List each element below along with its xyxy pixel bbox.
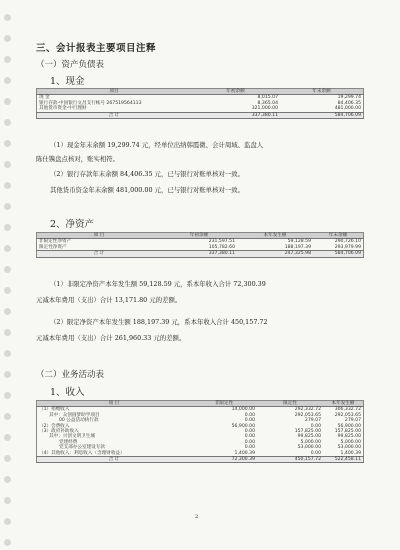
cell-item: 限定性净资产: [39, 244, 67, 250]
cell-total: 1,400.39: [340, 450, 361, 456]
cell-begin: 337,380.11: [191, 112, 280, 118]
cash-note-2: （2）银行存款年末余额 84,406.35 元，已与银行对账单核对一致。: [50, 170, 245, 178]
binding-hole: [4, 287, 11, 294]
binding-hole: [4, 98, 11, 105]
cash-note-1-cont: 陈仕镌盘点核对，账实相符。: [36, 155, 120, 163]
section-heading: 三、会计报表主要项目注释: [36, 43, 157, 54]
cell-unrestricted: 56,900.00: [231, 423, 255, 429]
cell-end: 19,299.74: [337, 95, 361, 101]
cash-table: [36, 88, 364, 119]
cell-unrestricted: 0.00: [244, 439, 255, 445]
cell-item: 党支部办公室建设专款: [59, 445, 105, 451]
binding-hole: [4, 224, 11, 231]
cell-end: 481,000.00: [334, 106, 361, 112]
income-title: 1、收入: [50, 387, 85, 398]
cell-restricted: 0.00: [310, 450, 321, 456]
net-assets-note-1: （1）非限定净资产本年发生额 59,128.59 元，系本年收入合计 72,300.39: [50, 280, 266, 288]
cell-unrestricted: 14,000.00: [231, 407, 255, 413]
cell-item: 00 公益活动执行款: [59, 418, 99, 424]
net-assets-title: 2、净资产: [50, 219, 95, 230]
cell-restricted: 0.00: [310, 423, 321, 429]
binding-hole: [4, 266, 11, 273]
binding-hole: [4, 119, 11, 126]
total-row: [37, 457, 364, 463]
cell-end: 584,706.09: [313, 251, 364, 257]
cell-unrestricted: 1,400.39: [234, 450, 255, 456]
cell-end: 290,726.10: [334, 239, 361, 245]
cell-item: 合 计: [37, 457, 192, 463]
cell-restricted: 53,000.00: [297, 445, 321, 451]
binding-hole: [4, 56, 11, 63]
cell-item: （3）政府补助收入: [39, 429, 79, 435]
net-assets-note-2-cont: 元减本年费用（支出）合计 261,960.33 元的差额。: [36, 334, 186, 342]
binding-hole: [4, 392, 11, 399]
cell-change: 59,128.59: [287, 239, 311, 245]
binding-hole: [4, 140, 11, 147]
cell-change: 188,197.39: [284, 244, 311, 250]
cell-begin: 337,380.11: [161, 251, 237, 257]
cell-restricted: 5,000.00: [300, 439, 321, 445]
binding-holes: [4, 0, 12, 550]
binding-hole: [4, 350, 11, 357]
cell-item: 其中：兴创文明卫生城: [49, 434, 95, 440]
cell-unrestricted: 0.00: [244, 412, 255, 418]
binding-hole: [4, 539, 11, 546]
cell-end: 293,979.99: [334, 244, 361, 250]
column-header: 本年发生额: [237, 233, 313, 239]
cell-item: （2）会费收入: [39, 423, 70, 429]
total-row: [37, 251, 364, 257]
income-table-body: [37, 407, 364, 457]
cell-item: 银行存款-中国银行文昌支行帐号 267519564113: [39, 100, 142, 106]
cell-unrestricted: 0.00: [244, 434, 255, 440]
cell-item: （1）捐赠收入: [39, 407, 70, 413]
cell-restricted: 450,157.72: [257, 457, 323, 463]
column-header: 本年发生额: [323, 401, 364, 407]
cell-begin: 231,597.51: [208, 239, 235, 245]
cell-item: 现 金: [39, 95, 50, 101]
cell-total: 292,053.65: [334, 412, 361, 418]
cell-restricted: 99,825.00: [297, 434, 321, 440]
column-header: 项目: [37, 89, 192, 95]
cell-total: 157,825.00: [334, 429, 361, 435]
cell-item: 党建经费: [59, 439, 78, 445]
net-assets-note-1-cont: 元减本年费用（支出）合计 13,171.80 元的差额。: [36, 296, 182, 304]
column-header: 项 目: [37, 233, 162, 239]
cell-item: 合 计: [37, 112, 192, 118]
binding-hole: [4, 161, 11, 168]
cell-begin: 321,000.00: [251, 106, 278, 112]
cell-item: 非限定性净资产: [39, 239, 72, 245]
binding-hole: [4, 476, 11, 483]
binding-hole: [4, 14, 11, 21]
cell-end: 84,406.35: [337, 100, 361, 106]
column-header: 限定性: [257, 401, 323, 407]
binding-hole: [4, 329, 11, 336]
cell-total: 53,000.00: [337, 445, 361, 451]
cell-begin: 8,015.07: [257, 95, 278, 101]
cell-end: 584,706.09: [280, 112, 364, 118]
cell-total: 5,000.00: [340, 439, 361, 445]
cash-title: 1、现金: [50, 76, 85, 87]
cell-unrestricted: 0.00: [244, 429, 255, 435]
column-header: 年初余额: [191, 89, 280, 95]
total-row: [37, 112, 364, 118]
binding-hole: [4, 497, 11, 504]
binding-hole: [4, 203, 11, 210]
cell-total: 306,332.72: [334, 407, 361, 413]
cell-item: 其中：众创圆梦助学项目: [49, 412, 100, 418]
cell-item: 其他货币资金-中行理财: [39, 106, 87, 112]
cell-restricted: 157,825.00: [294, 429, 321, 435]
binding-hole: [4, 182, 11, 189]
activity-statement-title: （二）业务活动表: [36, 370, 105, 380]
cell-begin: 105,782.60: [208, 244, 235, 250]
balance-sheet-title: （一）资产负债表: [36, 60, 105, 70]
binding-hole: [4, 245, 11, 252]
cell-restricted: 292,053.65: [294, 412, 321, 418]
column-header: 年末余额: [280, 89, 364, 95]
cell-change: 247,325.98: [237, 251, 313, 257]
page-number: 2: [195, 514, 199, 520]
binding-hole: [4, 77, 11, 84]
binding-hole: [4, 518, 11, 525]
cell-total: 56,900.00: [337, 423, 361, 429]
cell-item: （4）其他收入：利息收入（含理财收益）: [39, 450, 125, 456]
cell-unrestricted: 72,300.39: [191, 457, 257, 463]
column-header: 项 目: [37, 401, 192, 407]
column-header: 非限定性: [191, 401, 257, 407]
cell-item: 合 计: [37, 251, 162, 257]
binding-hole: [4, 434, 11, 441]
column-header: 年初余额: [161, 233, 237, 239]
binding-hole: [4, 308, 11, 315]
cell-begin: 8,365.04: [257, 100, 278, 106]
net-assets-note-2: （2）限定净资产本年发生额 188,197.39 元，系本年收入合计 450,157.72: [50, 318, 268, 326]
binding-hole: [4, 455, 11, 462]
cash-note-1: （1）现金年末余额 19,299.74 元，经单位出纳韩霞微、会计周域、监盘人: [50, 141, 264, 149]
cell-total: 279.07: [344, 418, 361, 424]
binding-hole: [4, 35, 11, 42]
cell-total: 99,825.00: [337, 434, 361, 440]
binding-hole: [4, 371, 11, 378]
column-header: 年末余额: [313, 233, 364, 239]
cell-unrestricted: 0.00: [244, 418, 255, 424]
binding-hole: [4, 413, 11, 420]
cell-unrestricted: 0.00: [244, 445, 255, 451]
cell-restricted: 292,332.72: [294, 407, 321, 413]
income-table: [36, 400, 364, 463]
cell-restricted: 279.07: [304, 418, 321, 424]
cash-note-3: 其他货币资金年末余额 481,000.00 元，已与银行对账单核对一致。: [50, 186, 245, 194]
net-assets-table: [36, 232, 364, 258]
cell-total: 522,458.11: [323, 457, 364, 463]
